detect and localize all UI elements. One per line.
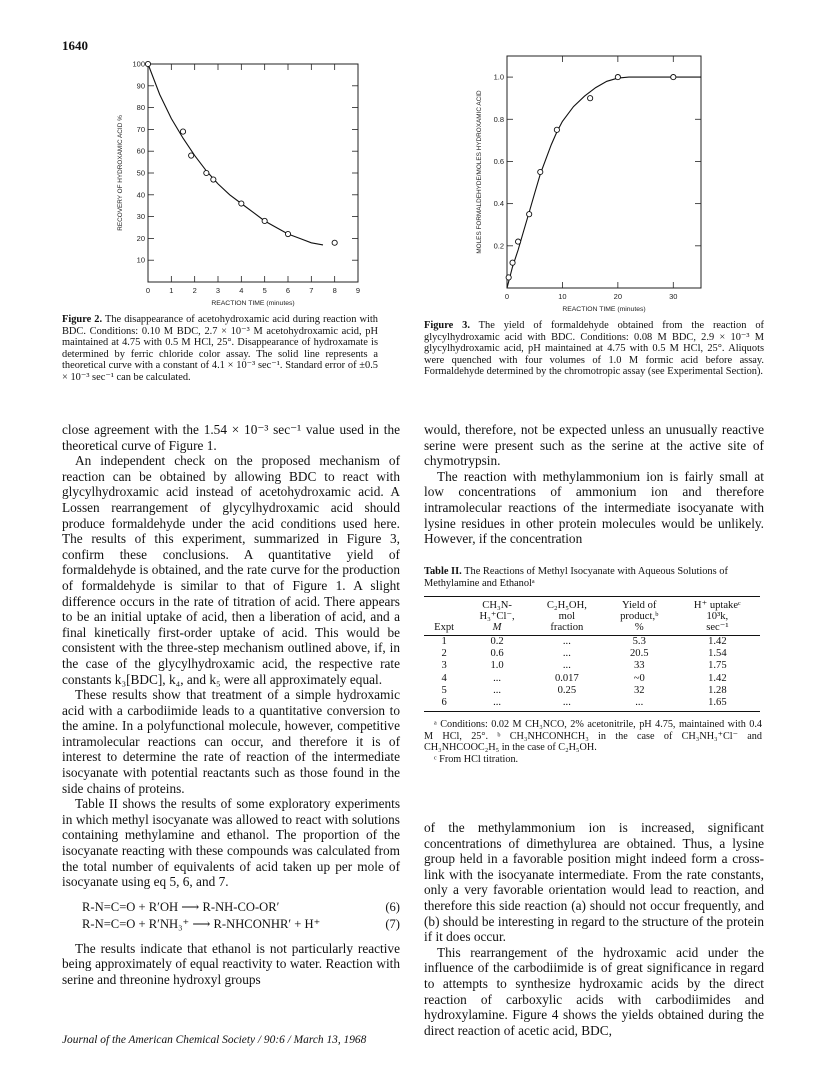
data-point	[262, 218, 267, 223]
x-tick-label: 6	[285, 286, 291, 295]
paragraph: These results show that treatment of a simple hydroxamic acid with a carbodiimide leads to a quantitative conversion to the amine. In a polyfunctional molecule, however, competitive intramolecular reactions can occur, and therefore it is of interest to determine the rate of reaction of the intermediate isocyanate with potential reactants such as those found in the side chains of proteins.	[62, 687, 400, 796]
table-row	[424, 697, 760, 712]
y-tick-label: 20	[136, 233, 145, 243]
table-cell: 1.75	[708, 660, 727, 672]
theoretical-curve	[507, 77, 701, 288]
table-cell: 0.017	[554, 672, 579, 684]
header-line: C₂H₅OH,	[546, 600, 587, 611]
y-tick-label: 1.0	[493, 72, 504, 82]
y-tick-label: 90	[136, 81, 145, 91]
data-point	[554, 127, 559, 132]
figure-2-chart	[80, 58, 380, 316]
table-cell: 1.65	[675, 697, 760, 712]
left-column	[62, 422, 400, 988]
column-header-ethanol	[530, 597, 604, 636]
y-tick-label: 60	[136, 146, 145, 156]
column-header-methylamine	[464, 597, 530, 636]
data-point	[204, 170, 209, 175]
header-line: %	[634, 622, 644, 633]
header-line: fraction	[550, 622, 584, 633]
table-cell: ...	[562, 660, 571, 672]
data-point	[527, 212, 532, 217]
column-header-uptake	[675, 597, 760, 636]
table-row	[424, 685, 760, 697]
table-cell: ...	[562, 648, 571, 660]
table-cell: 1.54	[708, 648, 727, 660]
paragraph: The reaction with methylammonium ion is fairly small at low concentrations of ammonium ion and therefore intramolecular reactions of the intermediate isocyanate with lysine residues in other protein molecules would be unlikely. However, if the concentration	[424, 468, 764, 547]
table-row	[424, 648, 760, 660]
data-point	[180, 129, 185, 134]
header-line: product,ᵇ	[620, 611, 659, 622]
table-2-label: Table II.	[424, 566, 462, 577]
data-point	[285, 231, 290, 236]
plot-frame	[148, 64, 358, 282]
data-point	[332, 240, 337, 245]
x-tick-label: 20	[613, 292, 623, 301]
equation-text: R-N=C=O + R′NH₃⁺ ⟶ R-NHCONHR′ + H⁺	[82, 916, 321, 931]
x-tick-label: 0	[145, 286, 151, 295]
header-line: sec⁻¹	[706, 622, 729, 633]
header-line: H₃⁺Cl⁻,	[479, 611, 515, 622]
x-tick-label: 2	[192, 286, 197, 295]
table-cell: 4	[441, 672, 447, 684]
table-cell: ~0	[633, 672, 645, 684]
equation-text: R-N=C=O + R′OH ⟶ R-NH-CO-OR′	[82, 899, 280, 914]
figure-3-caption	[424, 320, 764, 378]
table-cell: 1.42	[708, 636, 727, 647]
paragraph: This rearrangement of the hydroxamic acid under the influence of the carbodiimide is of great significance in regard to attempts to synthesize hydroxamic acids by the direct reaction of carboxylic acids with carbodiimides and hydroxylamine. Figure 4 shows the yields obtained during the direct reaction of acetic acid, BDC,	[424, 944, 764, 1038]
right-column-bottom	[424, 820, 764, 1038]
table-cell: 32	[633, 684, 645, 696]
page-number: 1640	[62, 38, 88, 53]
y-tick-label: 0.2	[493, 241, 504, 251]
table-cell: 0.6	[490, 648, 504, 660]
data-point	[588, 96, 593, 101]
x-tick-label: 8	[332, 286, 337, 295]
column-header-yield	[604, 597, 675, 636]
header-line: H⁺ uptakeᶜ	[693, 600, 741, 611]
table-cell: ...	[530, 697, 604, 712]
table-cell: 1.42	[708, 672, 727, 684]
data-point	[615, 74, 620, 79]
figure-2-svg	[80, 58, 380, 316]
header-line: mol	[558, 611, 576, 622]
y-axis-label: MOLES FORMALDEHYDE/MOLES HYDROXAMIC ACID	[476, 90, 483, 254]
data-point	[671, 74, 676, 79]
table-cell: 20.5	[629, 648, 649, 660]
x-tick-label: 5	[262, 286, 267, 295]
table-cell: 3	[441, 660, 447, 672]
y-tick-label: 100	[132, 59, 145, 69]
table-2	[424, 596, 760, 712]
x-axis-label: REACTION TIME (minutes)	[562, 306, 646, 313]
header-line: Yield of	[622, 600, 657, 611]
equation-7	[62, 916, 400, 933]
x-axis-label: REACTION TIME (minutes)	[211, 300, 295, 307]
table-note: ᵃ Conditions: 0.02 M CH₃NCO, 2% acetonitrile, pH 4.75, maintained with 0.4 M HCl, 25°. ᵇ CH₃NHCONHCH₃ in the case of CH₃NH₃⁺Cl⁻ and CH₃NHCOOC₂H₅ in the case of C₂H₅OH.	[424, 719, 762, 754]
paragraph: of the methylammonium ion is increased, significant concentrations of dimethylurea are obtained. Thus, a lysine group held in a favorable position might indeed form a cross-link with the isocyanate intermediate. From the rate constants, only a very favorable orientation would lead to reaction, and therefore this side reaction (a) should not occur frequently, and (b) should be interesting in regard to the structure of the protein if it does occur.	[424, 820, 764, 945]
data-point	[515, 239, 520, 244]
plot-frame	[507, 56, 701, 288]
equation-number: (6)	[385, 899, 400, 914]
table-cell: 1	[441, 636, 447, 647]
figure-3-caption-label: Figure 3.	[424, 320, 470, 331]
paragraph: close agreement with the 1.54 × 10⁻³ sec⁻¹ value used in the theoretical curve of Figure 1.	[62, 422, 400, 453]
table-cell: ...	[464, 697, 530, 712]
y-tick-label: 80	[136, 103, 145, 113]
y-axis-label: RECOVERY OF HYDROXAMIC ACID %	[117, 115, 124, 231]
data-point	[145, 61, 150, 66]
y-tick-label: 30	[136, 212, 145, 222]
figure-3-caption-text: The yield of formaldehyde obtained from the reaction of glycylhydroxamic acid with BDC. Conditions: 0.08 M BDC, 2.9 × 10⁻³ M glycylhydroxamic acid, pH maintained at 4.75 with 0.5 M HCl, 25°. Aliquots were quenched with four volumes of 1.0 M formic acid before assay. Formaldehyde determined by the chromotropic assay (see Experimental Section).	[424, 320, 764, 378]
table-cell: 6	[424, 697, 464, 712]
data-point	[510, 260, 515, 265]
x-tick-label: 30	[669, 292, 678, 301]
table-2-title	[424, 566, 764, 590]
y-tick-label: 0.6	[493, 156, 504, 166]
x-tick-label: 7	[309, 286, 314, 295]
data-point	[189, 153, 194, 158]
table-cell: 1.28	[708, 684, 727, 696]
figure-2-caption-label: Figure 2.	[62, 314, 103, 325]
data-point	[211, 177, 216, 182]
column-header-expt	[424, 597, 464, 636]
journal-footer: Journal of the American Chemical Society / 90:6 / March 13, 1968	[62, 1034, 367, 1046]
table-cell: 33	[633, 660, 645, 672]
table-cell: ...	[493, 672, 502, 684]
y-tick-label: 0.4	[493, 199, 504, 209]
paragraph: would, therefore, not be expected unless an unusually reactive serine were present such as the serine at the active site of chymotrypsin.	[424, 422, 764, 469]
table-cell: 2	[441, 648, 447, 660]
y-tick-label: 70	[136, 124, 145, 134]
table-row	[424, 636, 760, 649]
table-cell: 0.25	[557, 684, 577, 696]
table-cell: 5.3	[632, 636, 646, 647]
data-point	[506, 275, 511, 280]
table-cell: 0.2	[490, 636, 504, 647]
table-header-row	[424, 597, 760, 636]
x-tick-label: 0	[504, 292, 510, 301]
figure-2-caption-text: The disappearance of acetohydroxamic acid during reaction with BDC. Conditions: 0.10 M BDC, 2.7 × 10⁻³ M acetohydroxamic acid, pH maintained at 4.75 with 0.5 M HCl, 25°. Disappearance of hydroxamate is determined by ferric chloride color assay. The solid line represents a theoretical curve with a constant of 4.1 × 10⁻³ sec⁻¹. Standard error of ±0.5 × 10⁻³ sec⁻¹ can be calculated.	[62, 314, 378, 383]
table-cell: ...	[493, 684, 502, 696]
x-tick-label: 4	[239, 286, 244, 295]
header-line: M	[492, 622, 502, 633]
equation-number: (7)	[385, 916, 400, 931]
table-row	[424, 673, 760, 685]
y-tick-label: 40	[136, 190, 145, 200]
table-cell: ...	[562, 636, 571, 647]
y-tick-label: 50	[136, 168, 145, 178]
table-cell: 5	[441, 684, 447, 696]
figure-3-chart	[465, 48, 725, 332]
paragraph: Table II shows the results of some exploratory experiments in which methyl isocyanate was allowed to react with solutions containing methylamine and ethanol. The proportion of the isocyanate reacting with these compounds was calculated from the total number of equivalents of acid taken up per mole of isocyanate using eq 5, 6, and 7.	[62, 796, 400, 890]
equations	[62, 899, 400, 933]
table-2-notes	[424, 719, 762, 765]
figure-2-caption	[62, 314, 378, 384]
x-tick-label: 9	[355, 286, 361, 295]
header-line: Expt	[434, 622, 455, 633]
header-line: 10³k,	[706, 611, 729, 622]
data-point	[239, 201, 244, 206]
y-tick-label: 10	[136, 255, 145, 265]
y-tick-label: 0.8	[493, 114, 504, 124]
table-cell: ...	[604, 697, 675, 712]
data-point	[538, 169, 543, 174]
equation-6	[62, 899, 400, 916]
x-tick-label: 10	[558, 292, 567, 301]
table-2-title-text: The Reactions of Methyl Isocyanate with Aqueous Solutions of Methylamine and Ethanolᵃ	[424, 566, 728, 589]
right-column-top	[424, 422, 764, 547]
table-note: ᶜ From HCl titration.	[434, 753, 519, 765]
table-cell: 1.0	[490, 660, 504, 672]
x-tick-label: 1	[169, 286, 174, 295]
x-tick-label: 3	[215, 286, 221, 295]
header-line: CH₃N-	[482, 600, 512, 611]
paragraph: An independent check on the proposed mechanism of reaction can be obtained by allowing BDC to react with glycylhydroxamic acid instead of acetohydroxamic acid. A Lossen rearrangement of glycylhydroxamic acid should produce formaldehyde under the acid conditions used here. The results of this experiment, summarized in Figure 3, confirm these conclusions. A quantitative yield of formaldehyde is obtained, and the rate curve for the production of formaldehyde is similar to that of Figure 1. A slight difference occurs in the rate of titration of acid. There appears to be an initial uptake of acid, then a liberation of acid, and a final kinetically first-order uptake of acid. This would be consistent with the three-step mechanism outlined above, if, in the case of the glycylhydroxamic acid, the respective rate constants k₃[BDC], k₄, and k₅ were all approximately equal.	[62, 453, 400, 687]
table-row	[424, 660, 760, 672]
figure-3-svg	[465, 48, 725, 332]
theoretical-curve	[148, 64, 323, 245]
paragraph: The results indicate that ethanol is not particularly reactive being approximately of equal reactivity to water. Reaction with serine and threonine hydroxyl groups	[62, 940, 400, 987]
